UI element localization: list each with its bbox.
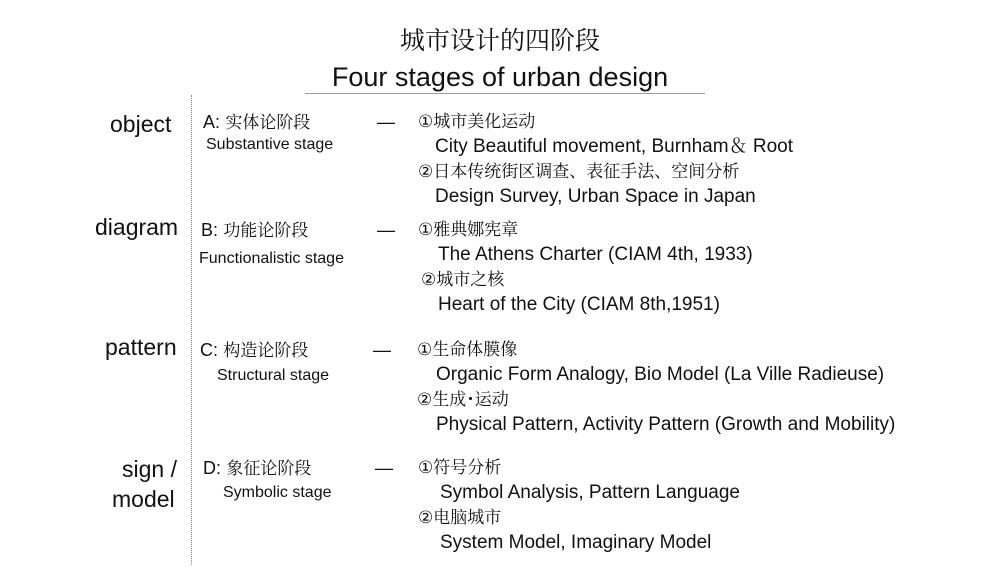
stage-a-item-2-en: Design Survey, Urban Space in Japan	[435, 186, 756, 207]
stage-b-item-1-cn: ①雅典娜宪章	[418, 220, 519, 240]
stage-a-dash: —	[377, 112, 395, 132]
title-chinese: 城市设计的四阶段	[399, 26, 600, 55]
stage-b-name-en: Functionalistic stage	[199, 250, 344, 267]
stage-d-cn-text: 象征论阶段	[226, 459, 312, 479]
stage-a-name-cn	[203, 111, 310, 134]
stage-d-name-en: Symbolic stage	[223, 484, 332, 501]
stage-a-item-1-cn: ①城市美化运动	[418, 112, 536, 132]
stage-a-name-en: Substantive stage	[206, 136, 334, 153]
stage-a-item-1-en: City Beautiful movement, Burnham＆ Root	[435, 136, 793, 157]
side-label-model: model	[112, 486, 175, 512]
stage-d-item-1-en: Symbol Analysis, Pattern Language	[440, 482, 740, 503]
stage-c-item-2-en: Physical Pattern, Activity Pattern (Growth and Mobility)	[436, 414, 896, 435]
stage-c-cn-text: 构造论阶段	[223, 341, 309, 361]
stage-c-name-cn	[200, 339, 308, 362]
dotted-divider	[191, 95, 192, 565]
side-label-diagram: diagram	[95, 214, 179, 240]
stage-c-dash: —	[373, 340, 391, 360]
stage-c-item-1-en: Organic Form Analogy, Bio Model (La Ville Radieuse)	[436, 364, 885, 385]
stage-d-name-cn	[203, 457, 311, 480]
stage-b-cn-text: 功能论阶段	[223, 221, 309, 241]
stage-c-letter: C:	[200, 340, 218, 360]
stage-b-dash: —	[377, 220, 395, 240]
side-label-pattern: pattern	[105, 334, 177, 360]
stage-d-dash: —	[375, 458, 393, 478]
stage-b-name-cn	[201, 219, 308, 242]
stage-d-letter: D:	[203, 458, 221, 478]
stage-d-item-1-cn: ①符号分析	[418, 458, 502, 478]
stage-c-name-en: Structural stage	[217, 367, 330, 384]
side-label-object: object	[110, 111, 172, 137]
stage-d-item-2-en: System Model, Imaginary Model	[440, 532, 712, 553]
stage-b-item-1-en: The Athens Charter (CIAM 4th, 1933)	[438, 244, 753, 265]
stage-b-letter: B:	[201, 220, 219, 240]
title-underline	[305, 93, 705, 94]
title-english: Four stages of urban design	[331, 62, 669, 92]
stage-a-letter: A:	[203, 112, 221, 132]
stage-a-cn-text: 实体论阶段	[225, 113, 311, 133]
stage-d-item-2-cn: ②电脑城市	[418, 508, 502, 528]
side-label-sign: sign /	[122, 456, 177, 482]
stage-b-item-2-en: Heart of the City (CIAM 8th,1951)	[438, 294, 720, 315]
stage-c-item-2-cn: ②生成･运动	[417, 390, 509, 410]
stage-c-item-1-cn: ①生命体膜像	[417, 340, 518, 360]
stage-a-item-2-cn: ②日本传统街区调查、表征手法、空间分析	[418, 162, 740, 182]
stage-b-item-2-cn: ②城市之核	[421, 270, 505, 290]
